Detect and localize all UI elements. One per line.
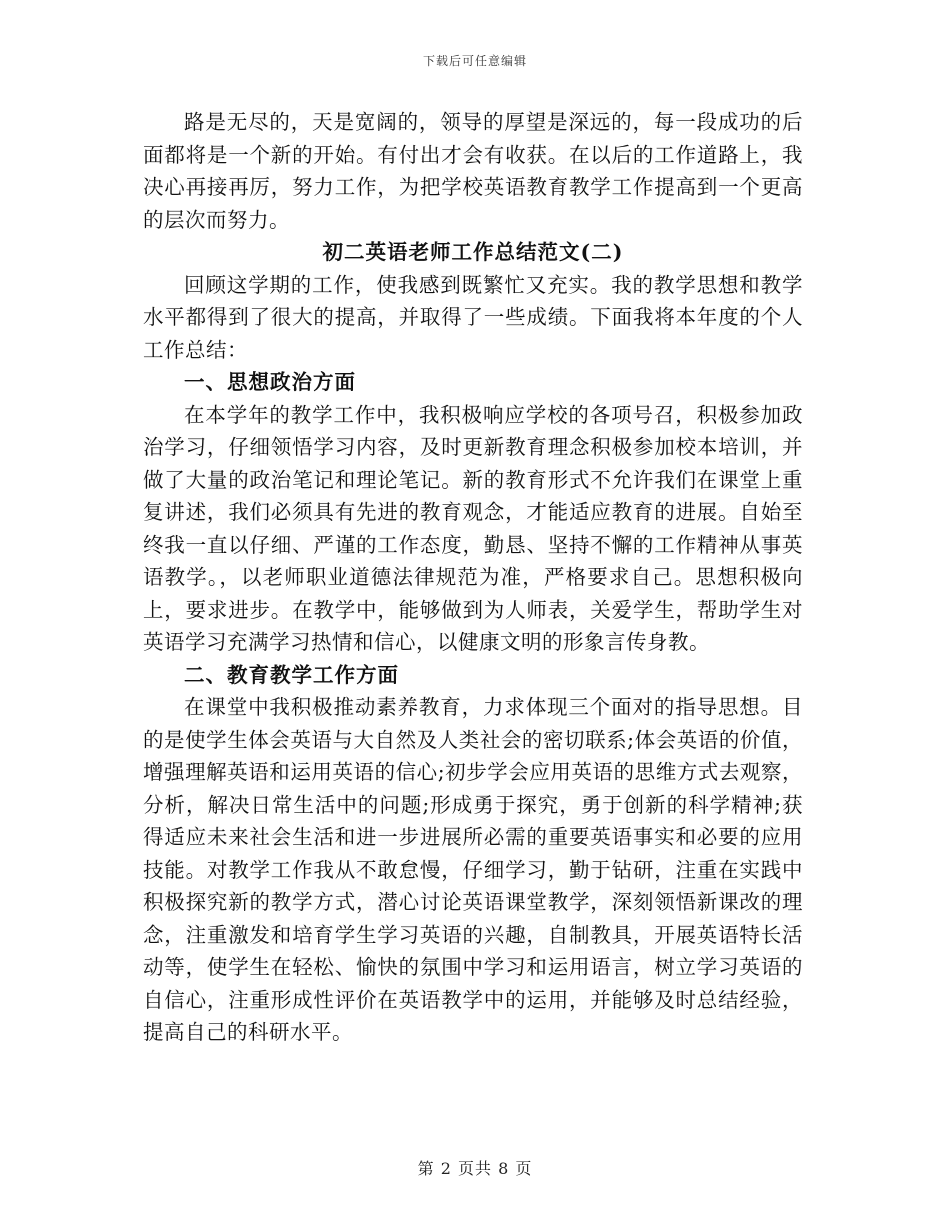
document-body [143,106,803,1049]
section-title: 初二英语老师工作总结范文(二) [322,240,624,264]
opening-paragraph: 回顾这学期的工作，使我感到既繁忙又充实。我的教学思想和教学水平都得到了很大的提高，并取得了一些成绩。下面我将本年度的个人工作总结： [143,272,803,362]
heading-teaching-work: 二、教育教学工作方面 [184,662,399,687]
heading-ideology-politics: 一、思想政治方面 [184,370,356,394]
page-number: 第 2 页共 8 页 [417,1159,533,1178]
paragraph-ideology-politics: 在本学年的教学工作中，我积极响应学校的各项号召，积极参加政治学习，仔细领悟学习内容，及时更新教育理念积极参加校本培训，并做了大量的政治笔记和理论笔记。新的教育形式不允许我们在课堂上重复讲述，我们必须具有先进的教育观念，才能适应教育的进展。自始至终我一直以仔细、严谨的工作态度，勤恳、坚持不懈的工作精神从事英语教学。，以老师职业道德法律规范为准，严格要求自己。思想积极向上，要求进步。在教学中，能够做到为人师表，关爱学生，帮助学生对英语学习充满学习热情和信心，以健康文明的形象言传身教。 [143,402,803,654]
intro-paragraph: 路是无尽的，天是宽阔的，领导的厚望是深远的，每一段成功的后面都将是一个新的开始。有付出才会有收获。在以后的工作道路上，我决心再接再厉，努力工作，为把学校英语教育教学工作提高到一个更高的层次而努力。 [143,110,803,232]
page-header: 下载后可任意编辑 [422,54,527,68]
paragraph-teaching-work: 在课堂中我积极推动素养教育，力求体现三个面对的指导思想。目的是使学生体会英语与大自然及人类社会的密切联系;体会英语的价值，增强理解英语和运用英语的信心;初步学会应用英语的思维方式去观察，分析，解决日常生活中的问题;形成勇于探究，勇于创新的科学精神;获得适应未来社会生活和进一步进展所必需的重要英语事实和必要的应用技能。对教学工作我从不敢怠慢，仔细学习，勤于钻研，注重在实践中积极探究新的教学方式，潜心讨论英语课堂教学，深刻领悟新课改的理念，注重激发和培育学生学习英语的兴趣，自制教具，开展英语特长活动等，使学生在轻松、愉快的氛围中学习和运用语言，树立学习英语的自信心，注重形成性评价在英语教学中的运用，并能够及时总结经验，提高自己的科研水平。 [143,695,803,1044]
